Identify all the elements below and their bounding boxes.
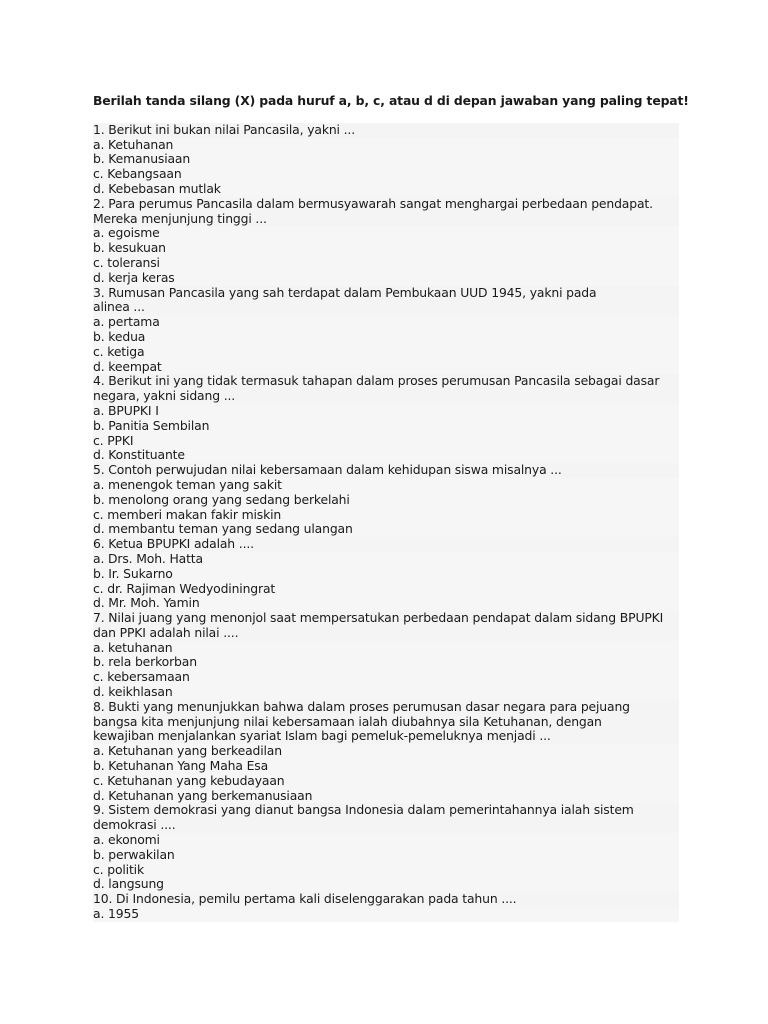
question-text: negara, yakni sidang ... bbox=[93, 389, 679, 404]
answer-option: a. pertama bbox=[93, 315, 679, 330]
answer-option: a. Ketuhanan yang berkeadilan bbox=[93, 744, 679, 759]
answer-option: a. ketuhanan bbox=[93, 641, 679, 656]
answer-option: c. Ketuhanan yang kebudayaan bbox=[93, 774, 679, 789]
answer-option: a. Ketuhanan bbox=[93, 138, 679, 153]
question-text: 7. Nilai juang yang menonjol saat mempersatukan perbedaan pendapat dalam sidang BPUPKI bbox=[93, 611, 679, 626]
answer-option: d. Konstituante bbox=[93, 448, 679, 463]
answer-option: d. membantu teman yang sedang ulangan bbox=[93, 522, 679, 537]
answer-option: c. dr. Rajiman Wedyodiningrat bbox=[93, 582, 679, 597]
question-block bbox=[93, 611, 679, 700]
answer-option: b. Panitia Sembilan bbox=[93, 419, 679, 434]
question-block bbox=[93, 463, 679, 537]
question-text: 1. Berikut ini bukan nilai Pancasila, yakni ... bbox=[93, 123, 679, 138]
question-text: demokrasi .... bbox=[93, 818, 679, 833]
answer-option: b. Ketuhanan Yang Maha Esa bbox=[93, 759, 679, 774]
answer-option: c. ketiga bbox=[93, 345, 679, 360]
answer-option: c. Kebangsaan bbox=[93, 167, 679, 182]
instruction-heading: Berilah tanda silang (X) pada huruf a, b, c, atau d di depan jawaban yang paling tepat! bbox=[93, 93, 689, 108]
answer-option: d. Mr. Moh. Yamin bbox=[93, 596, 679, 611]
answer-option: b. rela berkorban bbox=[93, 655, 679, 670]
answer-option: a. ekonomi bbox=[93, 833, 679, 848]
question-block bbox=[93, 537, 679, 611]
answer-option: d. langsung bbox=[93, 877, 679, 892]
answer-option: c. PPKI bbox=[93, 434, 679, 449]
question-text: 4. Berikut ini yang tidak termasuk tahapan dalam proses perumusan Pancasila sebagai dasar bbox=[93, 374, 679, 389]
answer-option: d. keempat bbox=[93, 360, 679, 375]
answer-option: b. kesukuan bbox=[93, 241, 679, 256]
answer-option: a. egoisme bbox=[93, 226, 679, 241]
question-text: bangsa kita menjunjung nilai kebersamaan ialah diubahnya sila Ketuhanan, dengan bbox=[93, 715, 679, 730]
question-block bbox=[93, 123, 679, 197]
question-text: alinea ... bbox=[93, 300, 679, 315]
answer-option: c. toleransi bbox=[93, 256, 679, 271]
question-text: 8. Bukti yang menunjukkan bahwa dalam proses perumusan dasar negara para pejuang bbox=[93, 700, 679, 715]
question-text: kewajiban menjalankan syariat Islam bagi pemeluk-pemeluknya menjadi ... bbox=[93, 729, 679, 744]
question-block bbox=[93, 892, 679, 922]
answer-option: d. Kebebasan mutlak bbox=[93, 182, 679, 197]
answer-option: d. kerja keras bbox=[93, 271, 679, 286]
answer-option: c. politik bbox=[93, 863, 679, 878]
question-block bbox=[93, 374, 679, 463]
question-block bbox=[93, 700, 679, 804]
question-text: 10. Di Indonesia, pemilu pertama kali diselenggarakan pada tahun .... bbox=[93, 892, 679, 907]
answer-option: d. keikhlasan bbox=[93, 685, 679, 700]
question-block bbox=[93, 286, 679, 375]
answer-option: b. Ir. Sukarno bbox=[93, 567, 679, 582]
question-text: 5. Contoh perwujudan nilai kebersamaan dalam kehidupan siswa misalnya ... bbox=[93, 463, 679, 478]
question-block bbox=[93, 197, 679, 286]
answer-option: a. 1955 bbox=[93, 907, 679, 922]
question-text: 3. Rumusan Pancasila yang sah terdapat dalam Pembukaan UUD 1945, yakni pada bbox=[93, 286, 679, 301]
question-text: Mereka menjunjung tinggi ... bbox=[93, 212, 679, 227]
answer-option: b. menolong orang yang sedang berkelahi bbox=[93, 493, 679, 508]
question-block bbox=[93, 803, 679, 892]
document-content bbox=[93, 93, 689, 922]
question-text: 2. Para perumus Pancasila dalam bermusyawarah sangat menghargai perbedaan pendapat. bbox=[93, 197, 679, 212]
answer-option: d. Ketuhanan yang berkemanusiaan bbox=[93, 789, 679, 804]
question-text: 9. Sistem demokrasi yang dianut bangsa Indonesia dalam pemerintahannya ialah sistem bbox=[93, 803, 679, 818]
answer-option: c. memberi makan fakir miskin bbox=[93, 508, 679, 523]
answer-option: b. perwakilan bbox=[93, 848, 679, 863]
answer-option: b. Kemanusiaan bbox=[93, 152, 679, 167]
answer-option: a. menengok teman yang sakit bbox=[93, 478, 679, 493]
answer-option: b. kedua bbox=[93, 330, 679, 345]
answer-option: a. Drs. Moh. Hatta bbox=[93, 552, 679, 567]
question-text: 6. Ketua BPUPKI adalah .... bbox=[93, 537, 679, 552]
question-list bbox=[93, 123, 679, 922]
answer-option: a. BPUPKI I bbox=[93, 404, 679, 419]
answer-option: c. kebersamaan bbox=[93, 670, 679, 685]
question-text: dan PPKI adalah nilai .... bbox=[93, 626, 679, 641]
